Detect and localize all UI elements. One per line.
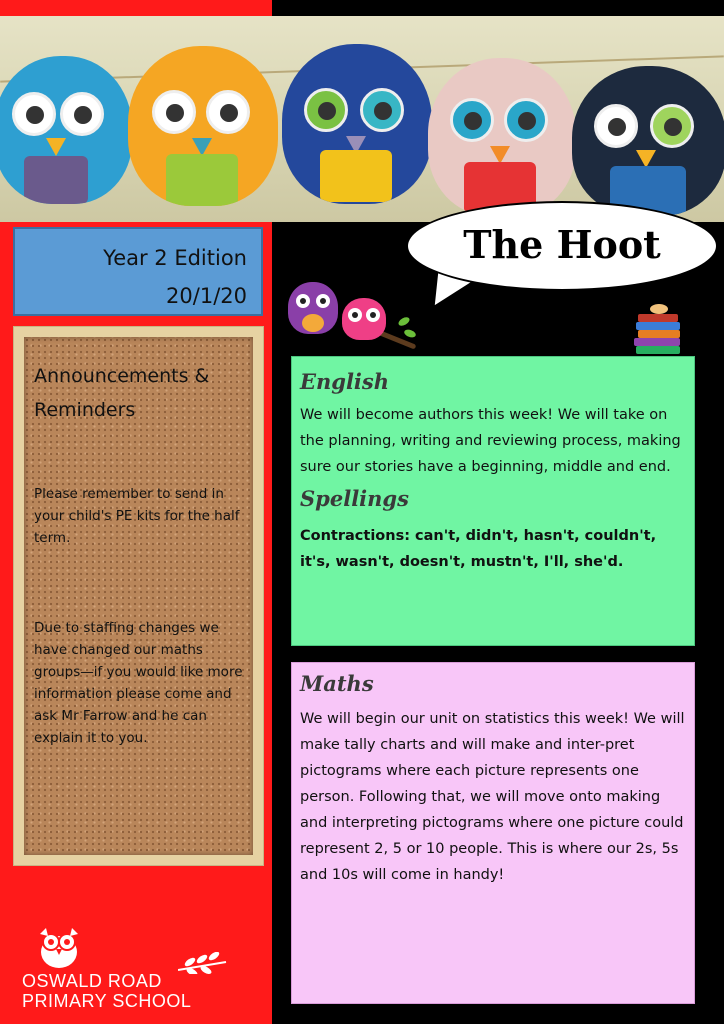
maths-text: We will begin our unit on statistics this week! We will make tally charts and will make and inter-pret pictograms where each picture represents one person. Following that, we will move onto making and interpreting pictograms where one picture could represent 2, 5 or 10 people. This is where our 2s, 5s and 10s will come in handy!	[300, 711, 685, 883]
owl-floral	[428, 58, 576, 216]
maths-section	[291, 662, 695, 1004]
english-section	[291, 356, 695, 646]
owl-orange	[128, 46, 278, 206]
logo-line1: OSWALD ROAD	[22, 971, 162, 991]
laurel-leaf-icon	[178, 952, 228, 974]
school-owl-logo-icon	[32, 922, 86, 970]
owl-paisley	[572, 66, 724, 216]
edition-year: Year 2 Edition	[103, 246, 247, 270]
english-heading: English	[300, 369, 390, 394]
owl-blue	[0, 56, 132, 204]
owl-garland-banner	[0, 16, 724, 222]
cork-surface	[24, 337, 253, 855]
cork-board	[13, 326, 264, 866]
purple-owl-icon	[288, 282, 338, 334]
english-text: We will become authors this week! We will take on the planning, writing and reviewing process, making sure our stories have a beginning, middle and end.	[300, 407, 681, 475]
maths-heading: Maths	[300, 671, 374, 696]
edition-date: 20/1/20	[166, 284, 247, 308]
announcement-maths-groups: Due to staffing changes we have changed our maths groups—if you would like more information please come and ask Mr Farrow and he can explain it to you.	[34, 620, 243, 746]
edition-box	[13, 227, 263, 316]
spellings-heading: Spellings	[300, 486, 409, 511]
announcements-title: Announcements & Reminders	[34, 365, 210, 421]
announcement-pe-kits: Please remember to send in your child's PE kits for the half term.	[34, 486, 240, 546]
masthead-title: The Hoot	[463, 222, 661, 267]
logo-line2: PRIMARY SCHOOL	[22, 991, 192, 1011]
pink-owl-icon	[342, 298, 386, 340]
owl-navy	[282, 44, 432, 204]
spellings-text: Contractions: can't, didn't, hasn't, couldn't, it's, wasn't, doesn't, mustn't, I'll, she'd.	[300, 528, 657, 570]
school-logo	[22, 922, 244, 1012]
books-stack-icon	[634, 298, 684, 352]
